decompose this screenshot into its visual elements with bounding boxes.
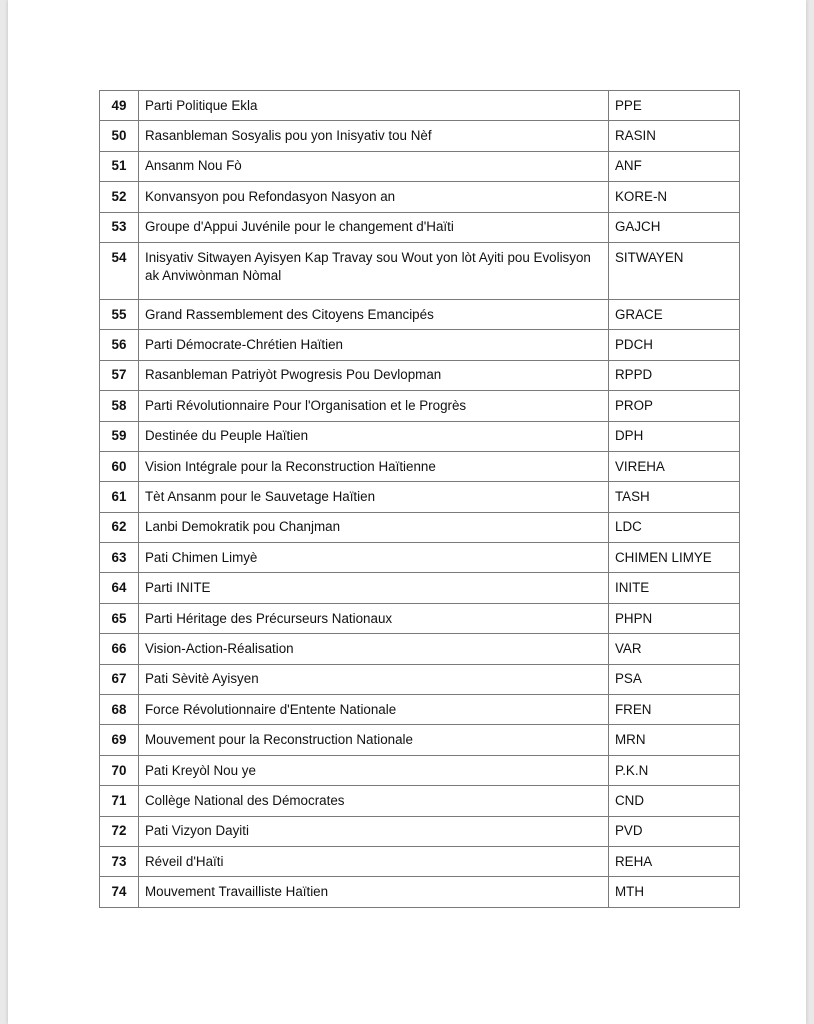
row-number: 50	[100, 121, 139, 151]
party-acronym: GRACE	[609, 299, 740, 329]
row-number: 49	[100, 91, 139, 121]
row-number: 54	[100, 242, 139, 299]
party-name: Parti Héritage des Précurseurs Nationaux	[139, 603, 609, 633]
party-acronym: PSA	[609, 664, 740, 694]
table-row	[100, 451, 740, 481]
party-acronym: FREN	[609, 695, 740, 725]
table-row	[100, 755, 740, 785]
party-acronym: PHPN	[609, 603, 740, 633]
party-acronym: PDCH	[609, 330, 740, 360]
party-name: Lanbi Demokratik pou Chanjman	[139, 512, 609, 542]
table-row	[100, 330, 740, 360]
party-acronym: MRN	[609, 725, 740, 755]
row-number: 55	[100, 299, 139, 329]
party-acronym: REHA	[609, 846, 740, 876]
party-acronym: GAJCH	[609, 212, 740, 242]
party-acronym: RASIN	[609, 121, 740, 151]
table-row	[100, 634, 740, 664]
party-acronym: KORE-N	[609, 182, 740, 212]
party-acronym: SITWAYEN	[609, 242, 740, 299]
party-acronym: PPE	[609, 91, 740, 121]
party-name: Parti Révolutionnaire Pour l'Organisation et le Progrès	[139, 391, 609, 421]
row-number: 70	[100, 755, 139, 785]
party-table	[99, 90, 740, 908]
row-number: 57	[100, 360, 139, 390]
party-acronym: CND	[609, 786, 740, 816]
party-name: Pati Kreyòl Nou ye	[139, 755, 609, 785]
row-number: 58	[100, 391, 139, 421]
party-name: Force Révolutionnaire d'Entente Nationale	[139, 695, 609, 725]
party-name: Vision Intégrale pour la Reconstruction Haïtienne	[139, 451, 609, 481]
row-number: 56	[100, 330, 139, 360]
party-acronym: LDC	[609, 512, 740, 542]
row-number: 53	[100, 212, 139, 242]
table-row	[100, 877, 740, 907]
party-name: Parti Politique Ekla	[139, 91, 609, 121]
party-acronym: ANF	[609, 151, 740, 181]
party-name: Groupe d'Appui Juvénile pour le changement d'Haïti	[139, 212, 609, 242]
party-acronym: DPH	[609, 421, 740, 451]
table-row	[100, 182, 740, 212]
party-name: Collège National des Démocrates	[139, 786, 609, 816]
party-name: Mouvement Travailliste Haïtien	[139, 877, 609, 907]
table-row	[100, 121, 740, 151]
row-number: 68	[100, 695, 139, 725]
row-number: 72	[100, 816, 139, 846]
party-acronym: INITE	[609, 573, 740, 603]
party-name: Rasanbleman Patriyòt Pwogresis Pou Devlopman	[139, 360, 609, 390]
table-row	[100, 299, 740, 329]
row-number: 51	[100, 151, 139, 181]
row-number: 73	[100, 846, 139, 876]
table-row	[100, 543, 740, 573]
row-number: 63	[100, 543, 139, 573]
party-acronym: P.K.N	[609, 755, 740, 785]
row-number: 66	[100, 634, 139, 664]
party-acronym: VIREHA	[609, 451, 740, 481]
party-acronym: CHIMEN LIMYE	[609, 543, 740, 573]
party-acronym: MTH	[609, 877, 740, 907]
table-row	[100, 725, 740, 755]
party-name: Konvansyon pou Refondasyon Nasyon an	[139, 182, 609, 212]
party-name: Inisyativ Sitwayen Ayisyen Kap Travay sou Wout yon lòt Ayiti pou Evolisyon ak Anviwònman Nòmal	[139, 242, 609, 299]
row-number: 62	[100, 512, 139, 542]
party-name: Destinée du Peuple Haïtien	[139, 421, 609, 451]
row-number: 67	[100, 664, 139, 694]
table-row	[100, 212, 740, 242]
table-row	[100, 482, 740, 512]
table-row	[100, 360, 740, 390]
table-row	[100, 786, 740, 816]
table-row	[100, 573, 740, 603]
row-number: 60	[100, 451, 139, 481]
party-name: Mouvement pour la Reconstruction Nationale	[139, 725, 609, 755]
party-acronym: PVD	[609, 816, 740, 846]
row-number: 69	[100, 725, 139, 755]
party-name: Parti Démocrate-Chrétien Haïtien	[139, 330, 609, 360]
row-number: 52	[100, 182, 139, 212]
party-name: Vision-Action-Réalisation	[139, 634, 609, 664]
table-row	[100, 91, 740, 121]
party-acronym: RPPD	[609, 360, 740, 390]
row-number: 71	[100, 786, 139, 816]
table-row	[100, 151, 740, 181]
table-row	[100, 391, 740, 421]
table-row	[100, 846, 740, 876]
row-number: 59	[100, 421, 139, 451]
party-acronym: TASH	[609, 482, 740, 512]
party-name: Pati Chimen Limyè	[139, 543, 609, 573]
party-name: Parti INITE	[139, 573, 609, 603]
table-row	[100, 242, 740, 299]
party-name: Grand Rassemblement des Citoyens Emancipés	[139, 299, 609, 329]
party-acronym: VAR	[609, 634, 740, 664]
table-row	[100, 664, 740, 694]
party-name: Rasanbleman Sosyalis pou yon Inisyativ tou Nèf	[139, 121, 609, 151]
row-number: 61	[100, 482, 139, 512]
party-name: Pati Sèvitè Ayisyen	[139, 664, 609, 694]
party-name: Ansanm Nou Fò	[139, 151, 609, 181]
party-name: Tèt Ansanm pour le Sauvetage Haïtien	[139, 482, 609, 512]
table-row	[100, 603, 740, 633]
row-number: 64	[100, 573, 139, 603]
table-row	[100, 512, 740, 542]
party-acronym: PROP	[609, 391, 740, 421]
party-name: Réveil d'Haïti	[139, 846, 609, 876]
table-row	[100, 816, 740, 846]
table-row	[100, 421, 740, 451]
row-number: 74	[100, 877, 139, 907]
row-number: 65	[100, 603, 139, 633]
party-name: Pati Vizyon Dayiti	[139, 816, 609, 846]
table-row	[100, 695, 740, 725]
document-page	[8, 0, 806, 1024]
